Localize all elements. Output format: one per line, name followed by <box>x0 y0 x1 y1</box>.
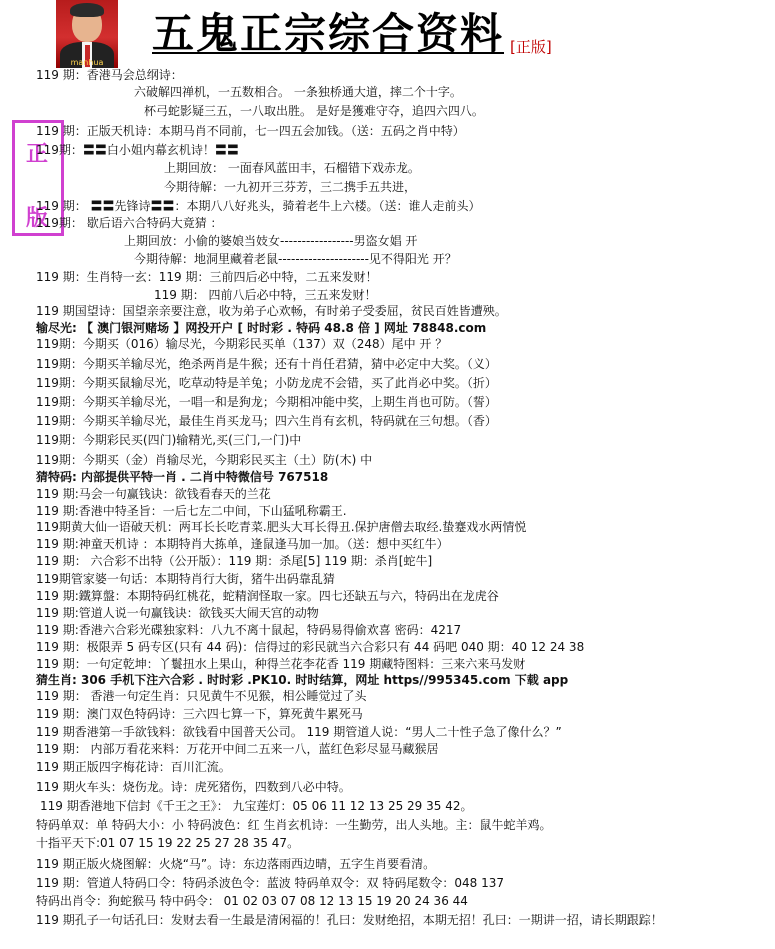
text-line: 119 期： 香港一句定生肖：只见黄牛不见猴，相公睡觉过了头 <box>36 689 367 703</box>
avatar <box>56 0 118 68</box>
text-line: 上期回放：小偷的婆娘当妓女-----------------男盗女娼 开 <box>124 234 418 248</box>
text-line: 119 期：管道人特码口令：特码杀波色令：蓝波 特码单双令：双 特码尾数令：048 137 <box>36 876 504 890</box>
text-line: 119期管家婆一句话：本期特肖行大街，猪牛出码靠乱猜 <box>36 572 335 586</box>
text-line: 119 期:神童天机诗 ：本期特肖大拣单，逢鼠逢马加一加。（送：想中买红牛） <box>36 537 449 551</box>
text-line: 119 期正版四字梅花诗：百川汇流。 <box>36 760 231 774</box>
text-line: 119 期:马会一句赢钱诀：欲钱看春天的兰花 <box>36 487 271 501</box>
text-line: 119期：今期买羊输尽光，一唱一和是狗龙；今期相冲能中奖，上期生肖也可防。（誓） <box>36 395 497 409</box>
text-line: 杯弓蛇影疑三五，一八取出胜。 是好是獲难守夺，追四六四八。 <box>144 104 484 118</box>
text-line: 今期待解：一九初开三芬芳，三二携手五共进， <box>164 180 417 194</box>
text-line: 119 期火车头：烧伤龙。诗：虎死猪伤，四数到八必中特。 <box>36 780 351 794</box>
text-line: 119期黄大仙一语破天机：两耳长长吃青菜.肥头大耳长得丑.保护唐僧去取经.蛰蹇戏水两情悦 <box>36 520 527 534</box>
text-line: 119 期： 六合彩不出特（公开版）：119 期：杀尾[5] 119 期：杀肖[蛇牛] <box>36 554 433 568</box>
text-line: 119期：今期买鼠输尽光，吃草动特是羊兔；小防龙虎不会错，买了此肖必中奖。（折） <box>36 376 497 390</box>
stamp-char: 正 <box>26 141 49 167</box>
text-line: 119期：〓〓白小姐内幕玄机诗！〓〓 <box>36 143 239 157</box>
text-line: 119期：今期买（金）肖输尽光，今期彩民买主（土）防(木) 中 <box>36 453 373 467</box>
text-line: 119 期:管道人说一句赢钱诀：欲钱买大闹天宫的动物 <box>36 606 319 620</box>
text-line: 119期： 歇后语六合特码大竟猜 ： <box>36 216 223 230</box>
text-line: 119 期孔子一句话孔曰：发财去看一生最是清闲福的！孔曰：发财绝招，本期无招！孔曰：一期讲一招，请长期跟踪！ <box>36 913 663 927</box>
text-line: 119 期： 四前八后必中特，三五来发财！ <box>154 288 377 302</box>
text-line: 119期：今期买（016）输尽光，今期彩民买单（137）双（248）尾中 开 ？ <box>36 337 448 351</box>
text-line: 119 期:香港六合彩光碟独家料：八九不离十鼠起，特码易得偷欢喜 密码：4217 <box>36 623 462 637</box>
text-line: 119期：今期彩民买(四门)输精光,买(三门,一门)中 <box>36 433 302 447</box>
text-line: 特码单双：单 特码大小：小 特码波色：红 生肖玄机诗：一生勤劳，出人头地。主：鼠牛蛇羊鸡。 <box>36 818 552 832</box>
text-line: 六破解四禅机，一五数相合。 一条独桥通大道，摔二个十字。 <box>134 85 462 99</box>
text-line: 119 期：生肖特一玄：119 期：三前四后必中特，二五来发财！ <box>36 270 378 284</box>
text-line: 119 期：极限弄 5 码专区(只有 44 码)：信得过的彩民就当六合彩只有 44 码吧 040 期：40 12 24 38 <box>36 640 585 654</box>
text-line: 119期：今期买羊输尽光，最佳生肖买龙马；四六生肖有玄机，特码就在三句想。（香） <box>36 414 497 428</box>
text-line: 119 期：香港马会总纲诗： <box>36 68 183 82</box>
text-line: 119 期： 〓〓先锋诗〓〓：本期八八好兆头，骑着老牛上六楼。（送：谁人走前头） <box>36 199 481 213</box>
text-line: 119 期国望诗：国望亲亲要注意，收为弟子心欢畅，有时弟子受委屈，贫民百姓皆遭殃。 <box>36 304 507 318</box>
text-line: 特码出肖令：狗蛇猴马 特中码令： 01 02 03 07 08 12 13 15 19 20 24 36 44 <box>36 894 468 908</box>
ad-line: 猜特码: 内部提供平特一肖 . 二肖中特微信号 767518 <box>36 470 329 484</box>
avatar-caption: manhua <box>70 58 104 67</box>
text-line: 上期回放： 一面春风蓝田丰，石榴错下戏赤龙。 <box>164 161 420 175</box>
ad-line: 猜生肖: 306 手机下注六合彩 . 时时彩 .PK10. 时时结算，网址 https//995345.com 下载 app <box>36 673 569 687</box>
edition-badge: [正版] <box>510 38 552 56</box>
page-header <box>0 0 775 66</box>
text-line: 119 期正版火烧图解：火烧“马”。诗：东边落雨西边晴，五字生肖要看清。 <box>36 857 436 871</box>
text-line: 119 期:鐵算盤：本期特码红桃花，蛇精润怪取一家。四七还缺五与六，特码出在龙虎谷 <box>36 589 499 603</box>
page-title: 五鬼正宗综合资料 <box>152 9 505 58</box>
text-line: 119 期：澳门双色特码诗：三六四七算一下，算死黄牛累死马 <box>36 707 363 721</box>
text-line: 今期待解：地洞里藏着老鼠---------------------见不得阳光 开？ <box>134 252 457 266</box>
stamp-char: 版 <box>26 205 49 231</box>
text-line: 十指平天下:01 07 15 19 22 25 27 28 35 47。 <box>36 836 300 850</box>
ad-line: 输尽光: 【 澳门银河赌场 】网投开户 [ 时时彩 . 特码 48.8 倍 ] 网址 78848.com <box>36 321 487 335</box>
text-line: 119 期:香港中特圣旨：一后七左二中间，下山猛吼称霸王. <box>36 504 347 518</box>
text-line: 119 期：正版天机诗：本期马肖不同前，七一四五会加钱。（送：五码之肖中特） <box>36 124 465 138</box>
text-line: 119 期香港地下信封《千王之王》： 九宝莲灯：05 06 11 12 13 25 29 35 42。 <box>40 799 473 813</box>
text-line: 119期：今期买羊输尽光，绝杀两肖是牛猴；还有十肖任君猜，猜中必定中大奖。（义） <box>36 357 497 371</box>
text-line: 119 期： 内部万看花来料：万花开中间二五来一八，蓝红色彩尽显马藏猴居 <box>36 742 439 756</box>
text-line: 119 期：一句定乾坤：丫鬟扭水上果山，种得兰花李花香 119 期藏特图料：三来六来马发财 <box>36 657 526 671</box>
text-line: 119 期香港第一手欲钱料：欲钱看中国普天公司。 119 期管道人说：“男人二十性子急了像什么？” <box>36 725 562 739</box>
